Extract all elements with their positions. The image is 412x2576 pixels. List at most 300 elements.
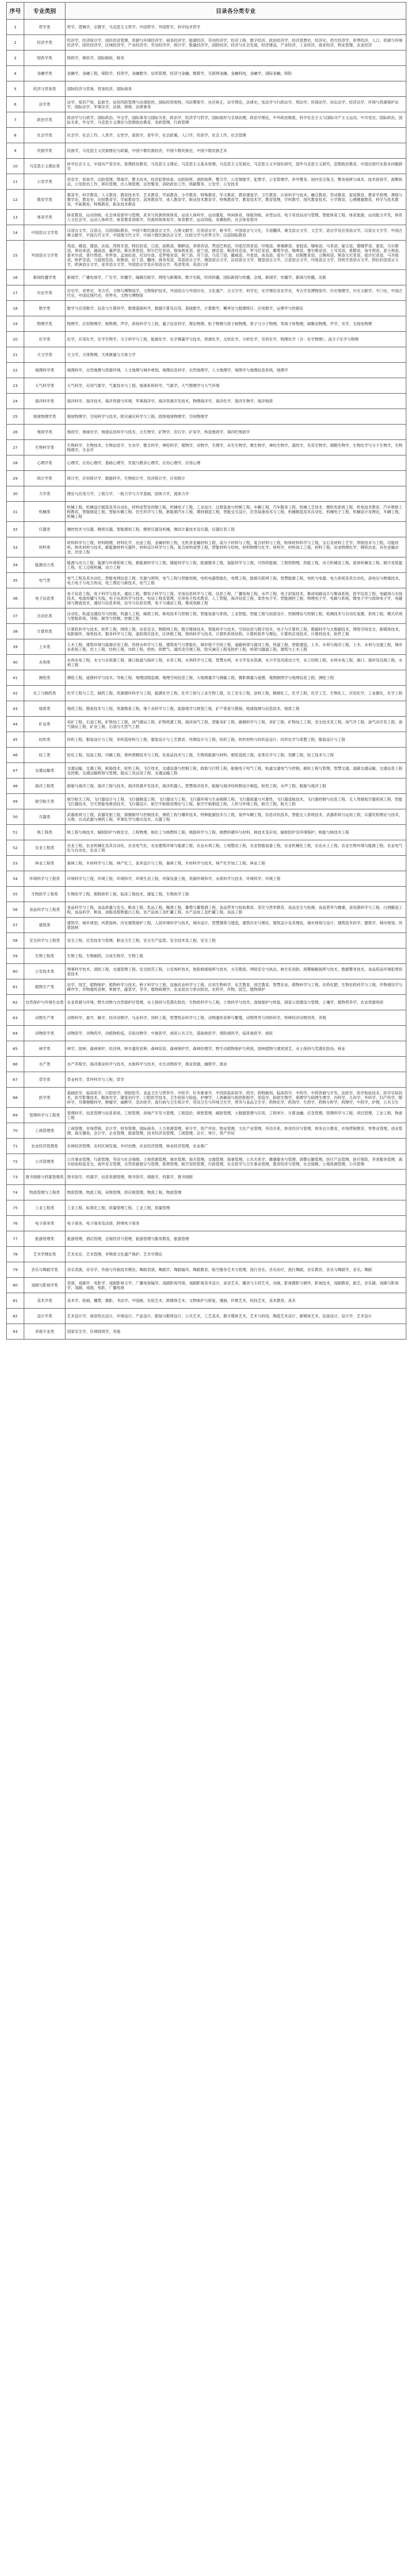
- row-category: 天文学类: [24, 347, 65, 363]
- table-row: [7, 1324, 406, 1340]
- row-number: 2: [7, 35, 24, 50]
- table-row: [7, 363, 406, 378]
- row-category: 公安技术类: [24, 964, 65, 979]
- row-category: 哲学类: [24, 20, 65, 35]
- row-number: 56: [7, 902, 24, 918]
- row-majors: 统计学，应用统计学，数据科学，生物统计学，经济统计学，应用统计: [65, 471, 406, 486]
- table-row: [7, 316, 406, 332]
- header-row: [7, 3, 406, 20]
- row-number: 65: [7, 1041, 24, 1057]
- row-number: 22: [7, 363, 24, 378]
- table-row: [7, 701, 406, 717]
- row-category: 财政学类: [24, 50, 65, 66]
- row-majors: 海洋科学，海洋技术，海洋资源与环境，军事海洋学，海洋资源开发技术，物理海洋学，海洋化学，海洋生物学，海洋地质: [65, 394, 406, 409]
- row-majors: 教育学，科学教育，人文教育，教育技术学，艺术教育，学前教育，小学教育，特殊教育，华文教育，教育康复学，卫生教育，认知科学与技术，融合教育，劳动教育，家庭教育，教育学原理，课程与教学论，教育史，比较教育学，学前教育学，高等教育学，成人教育学，职业技术教育学，特殊教育学，教育技术学，教育管理，学科教学，现代教育技术，小学教育，心理健康教育，科学与技术教育，学前教育，特殊教育，职业技术教育: [65, 190, 406, 210]
- row-majors: 体育教育，运动训练，社会体育指导与管理，武术与民族传统体育，运动人体科学，运动康复，休闲体育，体能训练，冰雪运动，电子竞技运动与管理，智能体育工程，体育旅游，运动能力开发，体育人文社会学，运动人体科学，体育教育训练学，民族传统体育学，体育教学，运动训练，竞赛组织，社会体育指导: [65, 210, 406, 225]
- row-number: 39: [7, 639, 24, 655]
- row-category: 林学类: [24, 1041, 65, 1057]
- row-category: 食品科学与工程类: [24, 902, 65, 918]
- table-row: [7, 81, 406, 97]
- row-category: 新闻传播学类: [24, 270, 65, 285]
- row-majors: 历史学，世界史，考古学，文物与博物馆学，文物保护技术，外国语言与外国历史，文化遗产，古文字学，科学史，史学理论及史学史，考古学及博物馆学，历史地理学，历史文献学，专门史，中国古代史，中国近现代史，世界史，文物与博物馆: [65, 285, 406, 301]
- row-number: 60: [7, 964, 24, 979]
- row-majors: 地理科学，自然地理与资源环境，人文地理与城乡规划，地理信息科学，自然地理学，人文地理学，地图学与地理信息系统，地理学: [65, 363, 406, 378]
- table-row: [7, 522, 406, 537]
- row-majors: 国际经济与贸易，贸易经济，国际商务: [65, 81, 406, 97]
- row-category: 水利类: [24, 655, 65, 670]
- row-category: 工业工程类: [24, 1200, 65, 1216]
- row-number: 26: [7, 425, 24, 440]
- row-number: 46: [7, 748, 24, 763]
- row-majors: 经济学，经济统计学，国民经济管理，资源与环境经济学，商务经济学，能源经济，劳动经济学，经济工程，数字经济，政治经济学，经济思想史，经济史，西方经济学，世界经济，人口、资源与环境经济学，国民经济学，区域经济学，产业经济学，劳动经济学，统计学，数量经济学，国防经济，经济与社会发展，经济建设，产业经济，工业经济，商业经济，物业管理，农业经济: [65, 35, 406, 50]
- row-majors: 农林经济管理，农村区域发展，乡村治理，农业经济管理，林业经济管理，农业推广: [65, 1139, 406, 1154]
- row-category: 法学类: [24, 97, 65, 112]
- row-number: 59: [7, 948, 24, 964]
- row-majors: 采矿工程，石油工程，矿物加工工程，油气储运工程，矿物资源工程，海洋油气工程，智能采矿工程，碳储科学与工程，采矿工程，矿物加工工程，安全技术及工程，油气井工程，油气田开发工程，油气储运工程，矿业工程，石油与天然气工程: [65, 717, 406, 732]
- row-category: 外国语言文学类: [24, 241, 65, 270]
- table-row: [7, 285, 406, 301]
- row-category: 公安学类: [24, 174, 65, 190]
- row-category: 测绘类: [24, 670, 65, 686]
- row-majors: 食品科学与工程，食品质量与安全，粮食工程，乳品工程，酿酒工程，葡萄与葡萄酒工程，食品营养与检验教育，烹饪与营养教育，食品安全与检测，食品营养与健康，食用菌科学与工程，白酒酿造工程，食品科学，粮食、油脂及植物蛋白工程，农产品加工及贮藏工程，水产品加工及贮藏工程，食品工程: [65, 902, 406, 918]
- row-category: 草学类: [24, 1072, 65, 1088]
- row-category: 机械类: [24, 502, 65, 522]
- row-number: 15: [7, 241, 24, 270]
- row-majors: 武器系统与工程，武器发射工程，探测制导与控制技术，弹药工程与爆炸技术，特种能源技术与工程，装甲车辆工程，信息对抗技术，智能无人系统技术，武器系统与运用工程，兵器发射理论与技术，火炮、自动武器与弹药工程，军事化学与烟火技术，兵器工程: [65, 809, 406, 825]
- row-number: 76: [7, 1216, 24, 1231]
- row-number: 14: [7, 225, 24, 241]
- table-row: [7, 1088, 406, 1108]
- row-number: 64: [7, 1026, 24, 1041]
- row-majors: 哲学，逻辑学，宗教学，马克思主义哲学，中国哲学，外国哲学，科学技术哲学: [65, 20, 406, 35]
- row-number: 37: [7, 608, 24, 624]
- row-majors: 旅游管理，酒店管理，会展经济与管理，旅游管理与服务教育，旅游管理: [65, 1231, 406, 1247]
- row-majors: 农业工程，农业机械化及其自动化，农业电气化，农业建筑环境与能源工程，农业水利工程，土地整治工程，农业智能装备工程，农业机械化工程，农业水土工程，农业生物环境与能源工程，农业电气化与自动化，农业工程: [65, 840, 406, 856]
- row-category: 物流管理与工程类: [24, 1185, 65, 1200]
- row-category: 能源动力类: [24, 557, 65, 573]
- row-number: 16: [7, 270, 24, 285]
- row-category: 教育学类: [24, 190, 65, 210]
- table-row: [7, 1072, 406, 1088]
- table-row: [7, 471, 406, 486]
- table-row: [7, 35, 406, 50]
- row-majors: 航空航天工程，飞行器设计与工程，飞行器制造工程，飞行器动力工程，飞行器环境与生命保障工程，飞行器质量与可靠性，飞行器适航技术，飞行器控制与信息工程，无人驾驶航空器系统工程，智能飞行器技术，空天智能电推进技术，飞行器设计，航空宇航推进理论与工程，航空宇航制造工程，人机与环境工程，航空工程，航天工程: [65, 794, 406, 809]
- table-row: [7, 66, 406, 81]
- row-majors: 社会学，社会工作，人类学，女性学，家政学，老年学，社会政策，人口学，民俗学，社会工作，社会管理: [65, 128, 406, 143]
- header-no: 序号: [7, 3, 24, 20]
- row-category: 电气类: [24, 573, 65, 588]
- row-number: 47: [7, 763, 24, 778]
- table-row: [7, 210, 406, 225]
- row-category: 植物生产类: [24, 979, 65, 995]
- row-category: 生物工程类: [24, 948, 65, 964]
- row-majors: 新闻学，广播电视学，广告学，传播学，编辑出版学，网络与新媒体，数字出版，时尚传播，国际新闻与传播，会展，新闻学，传播学，新闻与传播，出版: [65, 270, 406, 285]
- table-row: [7, 557, 406, 573]
- row-number: 83: [7, 1324, 24, 1340]
- row-category: 公共管理类: [24, 1154, 65, 1170]
- row-category: 地球物理学类: [24, 409, 65, 425]
- row-majors: 管理科学，信息管理与信息系统，工程管理，房地产开发与管理，工程造价，保密管理，邮政管理，大数据管理与应用，工程审计，计算金融，应急管理，管理科学与工程，项目管理，工业工程，物流工程: [65, 1108, 406, 1123]
- row-majors: 地质工程，勘查技术与工程，资源勘查工程，地下水科学与工程，旅游地学与规划工程，矿产普查与勘探，地球探测与信息技术，地质工程: [65, 701, 406, 717]
- row-category: 经济与贸易类: [24, 81, 65, 97]
- row-majors: 材料科学与工程，材料物理，材料化学，冶金工程，金属材料工程，无机非金属材料工程，高分子材料与工程，复合材料与工程，粉体材料科学与工程，宝石及材料工艺学，焊接技术与工程，功能材料，纳米材料与技术，新能源材料与器件，材料设计科学与工程，复合材料成型工程，智能材料与结构，材料物理与化学，材料学，材料加工工程，材料工程，冶金物理化学，钢铁冶金，有色金属冶金，冶金工程: [65, 537, 406, 557]
- row-number: 58: [7, 933, 24, 948]
- row-number: 79: [7, 1262, 24, 1278]
- row-majors: 水产养殖学，海洋渔业科学与技术，水族科学与技术，水生动物医学，渔业资源，捕捞学，渔业: [65, 1057, 406, 1072]
- row-majors: 国家安全学，区域国别学，其他: [65, 1324, 406, 1340]
- row-category: 音乐与舞蹈学类: [24, 1262, 65, 1278]
- table-row: [7, 347, 406, 363]
- table-row: [7, 964, 406, 979]
- row-majors: 心理学，应用心理学，基础心理学，发展与教育心理学，应用心理学，应用心理: [65, 455, 406, 471]
- row-number: 34: [7, 557, 24, 573]
- row-category: 经济学类: [24, 35, 65, 50]
- row-category: 美术学类: [24, 1293, 65, 1309]
- row-majors: 森林工程，木材科学与工程，林产化工，家具设计与工程，森林工程，木材科学与技术，林产化学加工工程，林业工程: [65, 856, 406, 871]
- row-majors: 环境科学与工程，环境工程，环境科学，环境生态工程，环保设备工程，资源环境科学，水质科学与技术，环境科学，环境工程: [65, 871, 406, 887]
- row-number: 77: [7, 1231, 24, 1247]
- row-majors: 大气科学，应用气象学，气象技术与工程，地球系统科学，气象学，大气物理学与大气环境: [65, 378, 406, 394]
- row-number: 54: [7, 871, 24, 887]
- row-majors: 动物科学，蚕学，蜂学，经济动物学，马业科学，饲料工程，智慧牧业科学与工程，动物遗传育种与繁殖，动物营养与饲料科学，特种经济动物饲养，养殖: [65, 1010, 406, 1026]
- table-row: [7, 332, 406, 347]
- table-row: [7, 1170, 406, 1185]
- row-number: 68: [7, 1088, 24, 1108]
- row-number: 63: [7, 1010, 24, 1026]
- row-number: 70: [7, 1123, 24, 1139]
- header-category: 专业类别: [24, 3, 65, 20]
- table-row: [7, 50, 406, 66]
- row-majors: 交通运输，交通工程，航海技术，轮机工程，飞行技术，交通设备与控制工程，救助与打捞工程，船舶电子电气工程，轨道交通电气与控制，邮轮工程与管理，智慧交通，道路交通运输，交通信息工程及控制，交通运输规划与管理，载运工具运用工程，交通运输工程: [65, 763, 406, 778]
- table-row: [7, 455, 406, 471]
- row-majors: 化学工程与工艺，制药工程，资源循环科学与工程，能源化学工程，化学工程与工业生物工程，化工安全工程，涂料工程，精细化工，化学工程，化学工艺，生物化工，应用化学，工业催化，化学工程: [65, 686, 406, 701]
- table-row: [7, 1010, 406, 1026]
- row-majors: 化学，应用化学，化学生物学，分子科学与工程，能源化学，化学测量学与技术，资源化学，无机化学，分析化学，有机化学，物理化学（含：化学物理），高分子化学与物理: [65, 332, 406, 347]
- row-number: 43: [7, 701, 24, 717]
- row-category: 海洋科学类: [24, 394, 65, 409]
- row-majors: 财政学，税收学，国际税收，税务: [65, 50, 406, 66]
- row-category: 图书情报与档案管理类: [24, 1170, 65, 1185]
- table-row: [7, 670, 406, 686]
- row-category: 核工程类: [24, 825, 65, 840]
- row-majors: 地球物理学，空间科学与技术，防灾减灾科学与工程，固体地球物理学，空间物理学: [65, 409, 406, 425]
- table-row: [7, 1262, 406, 1278]
- row-number: 21: [7, 347, 24, 363]
- table-row: [7, 1200, 406, 1216]
- table-row: [7, 1247, 406, 1262]
- row-category: 设计学类: [24, 1309, 65, 1324]
- majors-table: [6, 2, 406, 1340]
- table-row: [7, 1216, 406, 1231]
- row-number: 10: [7, 159, 24, 174]
- row-majors: 生物医学工程，假肢矫形工程，临床工程技术，康复工程，生物医学工程: [65, 887, 406, 902]
- row-number: 40: [7, 655, 24, 670]
- row-category: 电子商务类: [24, 1216, 65, 1231]
- row-category: 体育学类: [24, 210, 65, 225]
- row-category: 医学类: [24, 1088, 65, 1108]
- table-row: [7, 1123, 406, 1139]
- row-category: 大气科学类: [24, 378, 65, 394]
- row-number: 28: [7, 455, 24, 471]
- row-category: 电子信息类: [24, 588, 65, 608]
- row-category: 农业工程类: [24, 840, 65, 856]
- row-number: 27: [7, 440, 24, 455]
- row-number: 49: [7, 794, 24, 809]
- row-category: 农业经济管理类: [24, 1139, 65, 1154]
- row-category: 管理科学与工程类: [24, 1108, 65, 1123]
- table-row: [7, 394, 406, 409]
- table-row: [7, 918, 406, 933]
- row-number: 67: [7, 1072, 24, 1088]
- row-majors: 法学，知识产权，监狱学，信用风险管理与法律防控，国际经贸规则，司法警察学，社区矫正，法学理论，法律史，宪法学与行政法学，刑法学，民商法学，诉讼法学，经济法学，环境与资源保护法学，国际法学，军事法学，法律，律师，法律事务: [65, 97, 406, 112]
- row-majors: 刑事科学技术，消防工程，交通管理工程，安全防范工程，公安视听技术，抢险救援指挥与技术，火灾勘查，网络安全与执法，核生化消防，海警舰艇指挥与技术，数据警务技术，食品药品环境犯罪侦查技术: [65, 964, 406, 979]
- row-number: 57: [7, 918, 24, 933]
- row-majors: 测控技术与仪器，精密仪器，智能感知工程，精密仪器及机械，测试计量技术及仪器，仪器仪表工程: [65, 522, 406, 537]
- table-row: [7, 190, 406, 210]
- table-row: [7, 608, 406, 624]
- row-majors: 政治学与行政学，国际政治，外交学，国际事务与国际关系，政治学、经济学与哲学，国际组织与全球治理，政治学理论，中外政治制度，科学社会主义与国际共产主义运动，中共党史，国际政治，国际关系，外交学，马克思主义理论与思想政治教育，党政管理，行政管理: [65, 112, 406, 128]
- row-majors: 林学，园林，森林保护，经济林，林木遗传育种，森林培育，森林保护学，森林经理学，野生动植物保护与利用，园林植物与观赏园艺，水土保持与荒漠化防治，林业: [65, 1041, 406, 1057]
- row-majors: 电子商务，电子商务及法律，跨境电子商务: [65, 1216, 406, 1231]
- row-number: 17: [7, 285, 24, 301]
- table-row: [7, 1293, 406, 1309]
- row-number: 12: [7, 190, 24, 210]
- row-category: 戏剧与影视学类: [24, 1278, 65, 1293]
- row-number: 73: [7, 1170, 24, 1185]
- row-number: 72: [7, 1154, 24, 1170]
- table-row: [7, 995, 406, 1010]
- row-category: 纺织类: [24, 732, 65, 748]
- row-category: 环境科学与工程类: [24, 871, 65, 887]
- row-majors: 核工程与核技术，辐射防护与核安全，工程物理，核化工与核燃料工程，核能科学与工程，核燃料循环与材料，核技术及应用，辐射防护及环境保护，核能与核技术工程: [65, 825, 406, 840]
- table-row: [7, 825, 406, 840]
- row-number: 74: [7, 1185, 24, 1200]
- table-row: [7, 809, 406, 825]
- row-majors: 工业工程，标准化工程，质量管理工程，工业工程，质量管理: [65, 1200, 406, 1216]
- row-category: 建筑类: [24, 918, 65, 933]
- row-majors: 能源与动力工程，能源与环境系统工程，新能源科学与工程，储能科学与工程，能源服务工程，氢能科学与工程，可持续能源，工程热物理，热能工程，动力机械及工程，流体机械及工程，制冷及低温工程，化工过程机械，动力工程: [65, 557, 406, 573]
- table-row: [7, 1026, 406, 1041]
- row-number: 35: [7, 573, 24, 588]
- table-header: [7, 3, 406, 20]
- row-category: 航空航天类: [24, 794, 65, 809]
- row-category: 轻工类: [24, 748, 65, 763]
- row-number: 69: [7, 1108, 24, 1123]
- row-number: 23: [7, 378, 24, 394]
- table-row: [7, 241, 406, 270]
- row-category: 海洋工程类: [24, 778, 65, 794]
- table-row: [7, 502, 406, 522]
- table-row: [7, 948, 406, 964]
- table-row: [7, 732, 406, 748]
- table-row: [7, 409, 406, 425]
- table-row: [7, 225, 406, 241]
- row-category: 其他专业类: [24, 1324, 65, 1340]
- row-number: 66: [7, 1057, 24, 1072]
- row-category: 统计学类: [24, 471, 65, 486]
- row-number: 71: [7, 1139, 24, 1154]
- row-number: 18: [7, 301, 24, 316]
- row-category: 历史学类: [24, 285, 65, 301]
- row-majors: 理论与应用力学，工程力学，一般力学与力学基础，固体力学，流体力学: [65, 486, 406, 502]
- row-number: 80: [7, 1278, 24, 1293]
- row-category: 材料类: [24, 537, 65, 557]
- table-row: [7, 748, 406, 763]
- row-majors: 计算机科学与技术，软件工程，网络工程，信息安全，物联网工程，数字媒体技术，智能科学与技术，空间信息与数字技术，电子与计算机工程，数据科学与大数据技术，网络空间安全，新媒体技术，电影制作，保密技术，服务科学与工程，虚拟现实技术，区块链工程，密码科学与技术，计算机系统结构，计算机软件与理论，计算机应用技术，计算机技术，软件工程: [65, 624, 406, 639]
- table-row: [7, 486, 406, 502]
- table-row: [7, 20, 406, 35]
- row-category: 交通运输类: [24, 763, 65, 778]
- table-row: [7, 639, 406, 655]
- row-majors: 动物医学，动物药学，动植物检疫，实验动物学，中兽医学，兽医公共卫生，基础兽医学，预防兽医学，临床兽医学，兽医: [65, 1026, 406, 1041]
- row-number: 3: [7, 50, 24, 66]
- row-majors: 机械工程，机械设计制造及其自动化，材料成型及控制工程，机械电子工程，工业设计，过程装备与控制工程，车辆工程，汽车服务工程，机械工艺技术，微机电系统工程，机电技术教育，汽车维修工程教育，智能制造工程，智能车辆工程，仿生科学与工程，新能源汽车工程，增材制造工程，智能交互设计，应急装备技术与工程，机械制造及其自动化，机械电子工程，机械设计及理论，车辆工程，机械工程: [65, 502, 406, 522]
- table-row: [7, 717, 406, 732]
- row-category: 力学类: [24, 486, 65, 502]
- row-number: 41: [7, 670, 24, 686]
- table-row: [7, 301, 406, 316]
- table-row: [7, 112, 406, 128]
- row-majors: 地质学，地球化学，地球信息科学与技术，古生物学，矿物学、岩石学、矿床学，构造地质学，第四纪地质学: [65, 425, 406, 440]
- row-number: 55: [7, 887, 24, 902]
- table-row: [7, 1278, 406, 1293]
- row-category: 心理学类: [24, 455, 65, 471]
- row-number: 32: [7, 522, 24, 537]
- table-row: [7, 440, 406, 455]
- header-majors: 目录各分类专业: [65, 3, 406, 20]
- row-majors: 天文学，天体物理，天体测量与天体力学: [65, 347, 406, 363]
- row-majors: 表演，戏剧学，电影学，戏剧影视文学，广播电视编导，戏剧影视导演，戏剧影视美术设计，录音艺术，播音与主持艺术，动画，影视摄影与制作，影视技术，戏剧教育，曲艺，音乐剧，戏剧与影视学，戏剧，戏曲，电影，广播电视: [65, 1278, 406, 1293]
- row-category: 计算机类: [24, 624, 65, 639]
- table-row: [7, 979, 406, 995]
- row-number: 9: [7, 143, 24, 159]
- row-category: 动物生产类: [24, 1010, 65, 1026]
- row-number: 4: [7, 66, 24, 81]
- table-row: [7, 1041, 406, 1057]
- row-category: 物理学类: [24, 316, 65, 332]
- table-row: [7, 1139, 406, 1154]
- row-category: 工商管理类: [24, 1123, 65, 1139]
- table-row: [7, 902, 406, 918]
- row-majors: 草业科学，草坪科学与工程，草学: [65, 1072, 406, 1088]
- row-category: 兵器类: [24, 809, 65, 825]
- table-row: [7, 425, 406, 440]
- row-number: 29: [7, 471, 24, 486]
- row-majors: 船舶与海洋工程，海洋工程与技术，海洋资源开发技术，海洋机器人，智慧海洋技术，船舶与海洋结构物设计制造，轮机工程，水声工程，船舶与海洋工程: [65, 778, 406, 794]
- row-majors: 美术学，绘画，雕塑，摄影，书法学，中国画，实验艺术，跨媒体艺术，文物保护与修复，漫画，纤维艺术，科技艺术，美术教育，美术: [65, 1293, 406, 1309]
- row-number: 8: [7, 128, 24, 143]
- row-category: 自动化类: [24, 608, 65, 624]
- row-category: 中国语言文学类: [24, 225, 65, 241]
- table-row: [7, 1108, 406, 1123]
- row-majors: 民族学，马克思主义民族理论与政策，中国少数民族经济，中国少数民族史，中国少数民族艺术: [65, 143, 406, 159]
- row-number: 31: [7, 502, 24, 522]
- row-majors: 数学与应用数学，信息与计算科学，数理基础科学，数据计算及应用，基础数学，计算数学，概率论与数理统计，应用数学，运筹学与控制论: [65, 301, 406, 316]
- row-category: 林业工程类: [24, 856, 65, 871]
- row-number: 48: [7, 778, 24, 794]
- table-row: [7, 143, 406, 159]
- table-row: [7, 933, 406, 948]
- row-category: 土木类: [24, 639, 65, 655]
- table-row: [7, 624, 406, 639]
- row-category: 水产类: [24, 1057, 65, 1072]
- table-row: [7, 1309, 406, 1324]
- row-category: 马克思主义理论类: [24, 159, 65, 174]
- table-row: [7, 159, 406, 174]
- row-number: 11: [7, 174, 24, 190]
- row-majors: 土木工程，建筑环境与能源应用工程，给排水科学与工程，建筑电气与智能化，城市地下空间工程，道路桥梁与渡河工程，铁道工程，智能建造，土木、水利与海洋工程，土木、水利与交通工程，城市水系统工程，岩土工程，结构工程，市政工程，供热、供燃气、通风及空调工程，防灾减灾工程及防护工程，桥梁与隧道工程，建筑与土木工程: [65, 639, 406, 655]
- row-majors: 测绘工程，遥感科学与技术，导航工程，地理国情监测，地理空间信息工程，大地测量学与测量工程，摄影测量与遥感，地图制图学与地理信息工程，测绘工程: [65, 670, 406, 686]
- row-majors: 水利水电工程，水文与水资源工程，港口航道与海岸工程，水务工程，水利科学与工程，智慧水利，水文学及水资源，水力学及河流动力学，水工结构工程，水利水电工程，港口、海岸及近海工程，水利工程: [65, 655, 406, 670]
- row-category: 民族学类: [24, 143, 65, 159]
- table-row: [7, 794, 406, 809]
- row-category: 矿业类: [24, 717, 65, 732]
- row-number: 61: [7, 979, 24, 995]
- table-row: [7, 378, 406, 394]
- row-number: 6: [7, 97, 24, 112]
- row-majors: 自动化，轨道交通信号与控制，机器人工程，邮政工程，核电技术与控制工程，智能装备与系统，工业智能，智能工程与创意设计，控制理论与控制工程，检测技术与自动化装置，系统工程，模式识别与智能系统，导航、制导与控制，控制工程: [65, 608, 406, 624]
- table-row: [7, 856, 406, 871]
- row-number: 33: [7, 537, 24, 557]
- row-number: 53: [7, 856, 24, 871]
- row-category: 地质学类: [24, 425, 65, 440]
- row-category: 旅游管理类: [24, 1231, 65, 1247]
- row-majors: 生物科学，生物技术，生物信息学，生态学，整合科学，神经科学，植物学，动物学，生理学，水生生物学，微生物学，神经生物学，遗传学，发育生物学，细胞生物学，生物化学与分子生物学，生物物理学，生态学: [65, 440, 406, 455]
- row-number: 75: [7, 1200, 24, 1216]
- row-majors: 公共事业管理，行政管理，劳动与社会保障，土地资源管理，城市管理，海关管理，交通管理，海事管理，公共关系学，健康服务与管理，海警后勤管理，医疗产品管理，医疗保险，养老服务管理，海关检验检疫安全，海外安全管理，自然资源登记与管理，慈善管理，航空安防管理，行政管理，社会医学与卫生事业管理，教育经济与管理，社会保障，土地资源管理，公共管理: [65, 1154, 406, 1170]
- row-majors: 科学社会主义，中国共产党历史，思想政治教育，马克思主义理论，马克思主义基本原理，马克思主义发展史，马克思主义中国化研究，国外马克思主义研究，思想政治教育，中国近现代史基本问题研究: [65, 159, 406, 174]
- row-category: 社会学类: [24, 128, 65, 143]
- table-row: [7, 686, 406, 701]
- row-majors: 生物工程，生物制药，合成生物学，生物工程: [65, 948, 406, 964]
- row-number: 52: [7, 840, 24, 856]
- table-row: [7, 1231, 406, 1247]
- row-number: 36: [7, 588, 24, 608]
- row-majors: 电气工程及其自动化，智能电网信息工程，光源与照明，电气工程与智能控制，电机电器智能化，电缆工程，能源互联网工程，智慧能源工程，电机与电器，电力系统及其自动化，高电压与绝缘技术，电力电子与电力传动，电工理论与新技术，电气工程: [65, 573, 406, 588]
- row-number: 38: [7, 624, 24, 639]
- row-category: 艺术学理论类: [24, 1247, 65, 1262]
- row-number: 81: [7, 1293, 24, 1309]
- row-majors: 物理学，应用物理学，核物理，声学，系统科学与工程，量子信息科学，理论物理，粒子物理与原子核物理，原子与分子物理，等离子体物理，凝聚态物理，声学，光学，无线电物理: [65, 316, 406, 332]
- table-row: [7, 1154, 406, 1170]
- row-majors: 物流管理，物流工程，采购管理，供应链管理，物流工程，物流管理: [65, 1185, 406, 1200]
- row-number: 30: [7, 486, 24, 502]
- row-category: 安全科学与工程类: [24, 933, 65, 948]
- row-majors: 艺术史论，艺术管理，非物质文化遗产保护，艺术学理论: [65, 1247, 406, 1262]
- row-category: 政治学类: [24, 112, 65, 128]
- majors-catalog: [6, 2, 406, 1340]
- row-number: 51: [7, 825, 24, 840]
- row-category: 化工与制药类: [24, 686, 65, 701]
- table-row: [7, 763, 406, 778]
- row-number: 50: [7, 809, 24, 825]
- table-row: [7, 1057, 406, 1072]
- table-row: [7, 573, 406, 588]
- row-number: 1: [7, 20, 24, 35]
- row-category: 金融学类: [24, 66, 65, 81]
- table-row: [7, 128, 406, 143]
- row-number: 42: [7, 686, 24, 701]
- row-number: 25: [7, 409, 24, 425]
- row-majors: 轻化工程，包装工程，印刷工程，香料香精技术与工程，化妆品技术与工程，生物质能源与材料，制浆造纸工程，皮革化学与工程，发酵工程，轻工技术与工程: [65, 748, 406, 763]
- row-number: 44: [7, 717, 24, 732]
- row-majors: 治安学，侦查学，边防管理，禁毒学，警犬技术，经济犯罪侦查，边防指挥，消防指挥，警卫学，公安情报学，犯罪学，公安管理学，涉外警务，国内安全保卫，警务指挥与战术，技术侦查学，海警执法，公安政治工作，移民管理，出入境管理，反恐警务，消防政治工作，铁路警务，公安学，公安技术: [65, 174, 406, 190]
- row-category: 自然保护与环境生态类: [24, 995, 65, 1010]
- row-majors: 音乐表演，音乐学，作曲与作曲技术理论，舞蹈表演，舞蹈学，舞蹈编导，舞蹈教育，航空服务艺术与管理，流行音乐，音乐治疗，流行舞蹈，音乐教育，音乐与舞蹈学，音乐，舞蹈: [65, 1262, 406, 1278]
- table-row: [7, 840, 406, 856]
- table-row: [7, 887, 406, 902]
- table-row: [7, 778, 406, 794]
